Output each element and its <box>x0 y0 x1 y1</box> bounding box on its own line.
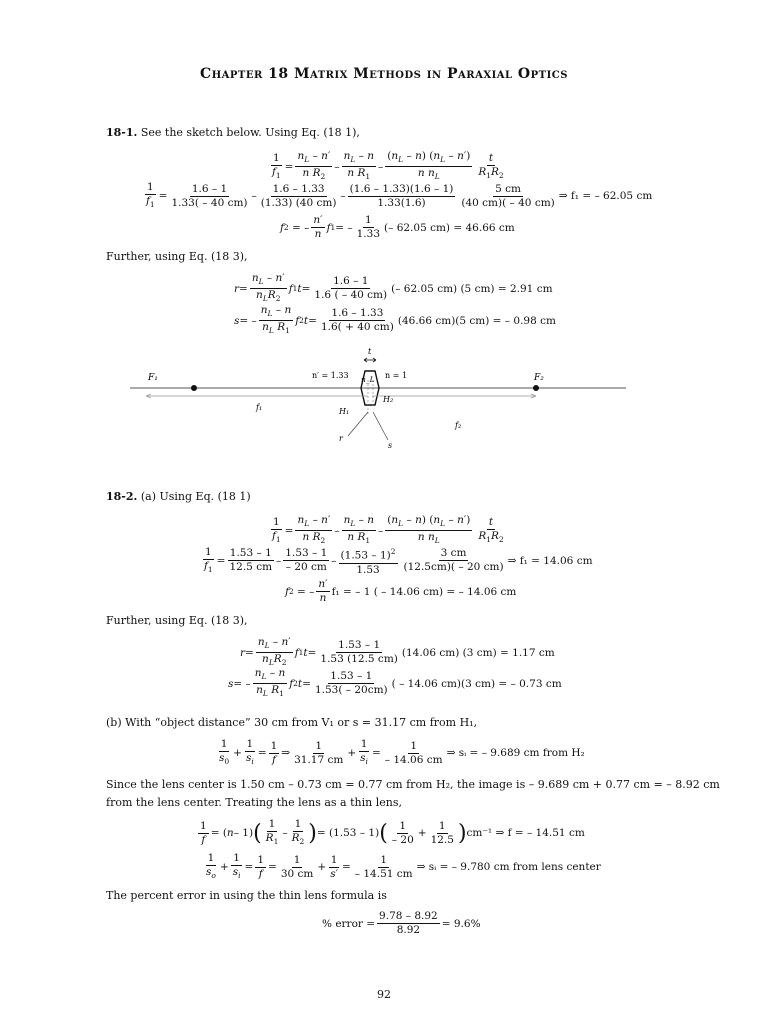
equation-18-1-f2: f 2 = – n′ n f 1 = – 1 1.33 (– 62.05 cm) = 46.66 cm <box>280 214 515 240</box>
label-h1: H₁ <box>339 407 350 416</box>
label-f2-distance: f₂ <box>455 421 462 430</box>
label-h2: H₂ <box>383 395 394 404</box>
lens-sketch <box>130 344 640 454</box>
problem-18-1-further: Further, using Eq. (18 3), <box>106 250 248 263</box>
since-line-2: from the lens center. Treating the lens as a thin lens, <box>106 796 402 809</box>
equation-percent-error: % error = $\frac{9.78 - 8.92}{8.92}$ = 9.6% <box>322 910 481 936</box>
page-number: 92 <box>377 988 391 1001</box>
label-nL: n_L <box>361 375 375 384</box>
problem-18-2-further: Further, using Eq. (18 3), <box>106 614 248 627</box>
label-n: n = 1 <box>385 371 408 380</box>
equation-thin-lens-image: 1 $s_o$ + 1 $s_i$ = 1 f = 1 30 cm + 1 s′ = 1 – 14.51 cm ⇒ sᵢ = – 9.780 cm from lens center <box>206 852 601 881</box>
equation-18-2-numeric: 1 $f_1$ = 1.53 – 1 12.5 cm – 1.53 – 1 – 20 cm – (1.53 – 1)$^2$ 1.53 3 cm (12.5cm)( – 20 cm) ⇒ f₁ = 14.06 cm <box>204 545 593 576</box>
label-nprime: n′ = 1.33 <box>312 371 349 380</box>
label-s: s <box>388 441 393 450</box>
equation-18-2-f2: f 2 = – n′ n f₁ = – 1 ( – 14.06 cm) = – 14.06 cm <box>285 578 517 604</box>
focal-point-f2 <box>533 385 539 391</box>
label-r: r <box>339 434 343 443</box>
equation-18-2-general: 1 $f_1$ = $n_L - n'$ n $R_2$ – $n_L$ – n n $R_1$ – $(n_L - n)$ $(n_L - n')$ n $n_L$ t $R_1R_2$ <box>272 514 504 546</box>
equation-lens-principal: 1 $s_0$ + 1 $s_i$ = 1 f ⇒ 1 31.17 cm + 1 $s_i$ = 1 – 14.06 cm ⇒ sᵢ = – 9.689 cm from H₂ <box>219 738 585 767</box>
equation-thin-lens: 1 f = ( n – 1) ( 1 $R_1$ – 1 $R_2$ ) = (1.53 – 1) ( 1 – 20 + 1 12.5 ) cm⁻¹ ⇒ f = – 14.51 cm <box>200 818 585 847</box>
r-line <box>348 412 368 436</box>
problem-18-1-intro: 18-1. See the sketch below. Using Eq. (18 1), <box>106 126 360 139</box>
label-t: t <box>368 347 372 356</box>
since-line-1: Since the lens center is 1.50 cm – 0.73 cm = 0.77 cm from H₂, the image is – 9.689 cm + 0.77 cm = – 8.92 cm <box>106 778 720 791</box>
equation-18-2-r: r = $n_L - n'$ $n_LR_2$ f 1 t = 1.53 – 1 1.53 (12.5 cm) (14.06 cm) (3 cm) = 1.17 cm <box>240 636 555 668</box>
problem-18-2-intro: 18-2. (a) Using Eq. (18 1) <box>106 490 251 503</box>
s-line <box>373 412 388 440</box>
chapter-title: Chapter 18 Matrix Methods in Paraxial Optics <box>200 66 568 82</box>
percent-error-intro: The percent error in using the thin lens formula is <box>106 889 387 902</box>
label-f1-distance: f₁ <box>256 403 263 412</box>
focal-point-f1 <box>191 385 197 391</box>
equation-18-1-s: s = – $n_L$ – n $n_L$ $R_1$ f 2 t = 1.6 – 1.33 1.6( + 40 cm) (46.66 cm)(5 cm) = – 0.98 cm <box>234 304 556 336</box>
equation-18-1-r: r = $n_L - n'$ $n_LR_2$ f 1 t = 1.6 – 1 1.6 ( – 40 cm) (– 62.05 cm) (5 cm) = 2.91 cm <box>234 272 553 304</box>
label-f1-point: F₁ <box>148 373 158 383</box>
label-f2-point: F₂ <box>534 373 544 383</box>
equation-18-1-numeric: 1 $f_1$ = 1.6 – 1 1.33( – 40 cm) – 1.6 – 1.33 (1.33) (40 cm) – (1.6 – 1.33)(1.6 – 1) 1.33(1.6) 5 cm (40 cm)( – 40 cm) ⇒ f₁ = – 62.05 cm <box>146 181 653 210</box>
part-b-intro: (b) With “object distance” 30 cm from V₁ or s = 31.17 cm from H₁, <box>106 716 478 729</box>
equation-18-2-s: s = – $n_L$ – n $n_L$ $R_1$ f 2 t = 1.53 – 1 1.53( – 20cm) ( – 14.06 cm)(3 cm) = – 0.73 cm <box>228 667 562 699</box>
equation-18-1-general: 1 $f_1$ = $n_L - n'$ n $R_2$ – $n_L$ – n n $R_1$ – $(n_L - n)$ $(n_L - n')$ n $n_L$ t $R_1R_2$ <box>272 150 504 182</box>
